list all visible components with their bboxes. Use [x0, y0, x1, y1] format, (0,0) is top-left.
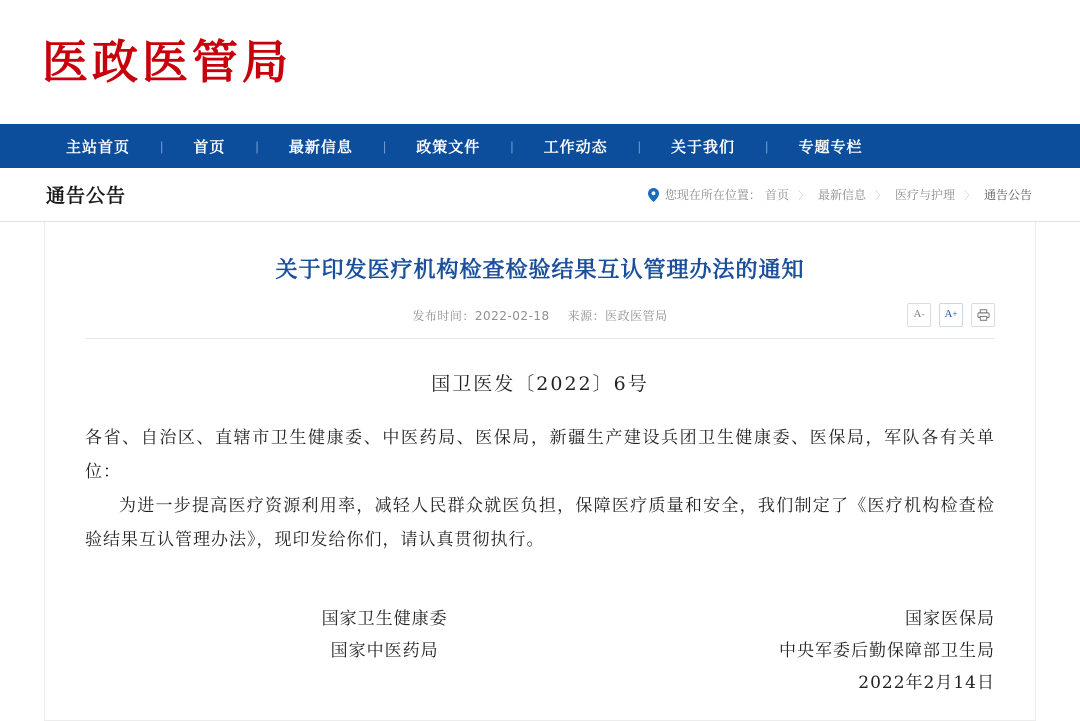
- site-header: [0, 0, 1080, 124]
- font-increase-label: A: [944, 308, 953, 321]
- signature-line: 国家医保局: [905, 608, 995, 629]
- breadcrumb-separator: 〉: [797, 188, 809, 202]
- nav-item-policy-documents[interactable]: 政策文件: [416, 137, 481, 156]
- nav-item-work-updates[interactable]: 工作动态: [543, 137, 608, 156]
- breadcrumb-item-current: 通告公告: [983, 188, 1032, 202]
- nav-item-latest-info[interactable]: 最新信息: [288, 137, 353, 156]
- document-number: 国卫医发〔2022〕6号: [431, 372, 649, 395]
- nav-separator: |: [255, 138, 259, 154]
- nav-separator: |: [160, 138, 164, 154]
- article-toolbar: [907, 303, 995, 327]
- font-decrease-label: A: [913, 308, 922, 321]
- article-card: [44, 222, 1036, 721]
- location-pin-icon: [648, 188, 659, 202]
- publish-time-label: 发布时间：: [412, 308, 475, 323]
- signature-line: 中央军委后勤保障部卫生局: [779, 641, 995, 662]
- section-header: [0, 168, 1080, 222]
- signature-block: [85, 603, 995, 700]
- source-value: 医政医管局: [605, 308, 668, 323]
- signature-line: 国家中医药局: [330, 641, 439, 662]
- breadcrumb-separator: 〉: [874, 188, 886, 202]
- font-decrease-button[interactable]: [907, 303, 931, 327]
- nav-item-special-columns[interactable]: 专题专栏: [798, 137, 863, 156]
- printer-icon: [977, 309, 990, 321]
- nav-item-home[interactable]: 首页: [193, 137, 226, 156]
- nav-separator: |: [637, 138, 642, 154]
- main-navigation: [0, 124, 1080, 168]
- article-meta-text: [412, 307, 667, 324]
- breadcrumb-item-medical-nursing[interactable]: 医疗与护理: [894, 188, 955, 202]
- article-body: [85, 365, 995, 700]
- breadcrumb-item-latest-info[interactable]: 最新信息: [817, 188, 866, 202]
- signature-line: 国家卫生健康委: [321, 608, 448, 629]
- print-button[interactable]: [971, 303, 995, 327]
- breadcrumb-item-home[interactable]: 首页: [764, 188, 789, 202]
- font-decrease-sup: -: [921, 309, 925, 320]
- nav-separator: |: [382, 138, 387, 154]
- article-paragraph: 各省、自治区、直辖市卫生健康委、中医药局、医保局，新疆生产建设兵团卫生健康委、医保局，军队各有关单位：: [85, 427, 995, 482]
- breadcrumb-label: 您现在所在位置：: [664, 188, 761, 202]
- site-logo: 医政医管局: [42, 35, 292, 89]
- publish-time-value: 2022-02-18: [474, 308, 550, 323]
- nav-item-about-us[interactable]: 关于我们: [671, 137, 736, 156]
- nav-item-main-home[interactable]: 主站首页: [66, 137, 131, 156]
- article-paragraph: 为进一步提高医疗资源利用率，减轻人民群众就医负担，保障医疗质量和安全，我们制定了《医疗机构检查检验结果互认管理办法》，现印发给你们，请认真贯彻执行。: [85, 495, 995, 550]
- signature-right: [779, 603, 995, 700]
- source-label: 来源：: [567, 308, 606, 323]
- nav-separator: |: [510, 138, 514, 154]
- breadcrumb-separator: 〉: [963, 188, 975, 202]
- signature-date: 2022年2月14日: [858, 673, 995, 694]
- breadcrumb: [648, 186, 1032, 203]
- article-container: [0, 222, 1080, 721]
- page-title: 通告公告: [46, 185, 127, 207]
- signature-left: [322, 603, 448, 700]
- nav-separator: |: [765, 138, 769, 154]
- font-increase-sup: +: [952, 309, 958, 320]
- article-meta: [85, 307, 995, 339]
- article-title: 关于印发医疗机构检查检验结果互认管理办法的通知: [275, 258, 805, 283]
- font-increase-button[interactable]: [939, 303, 963, 327]
